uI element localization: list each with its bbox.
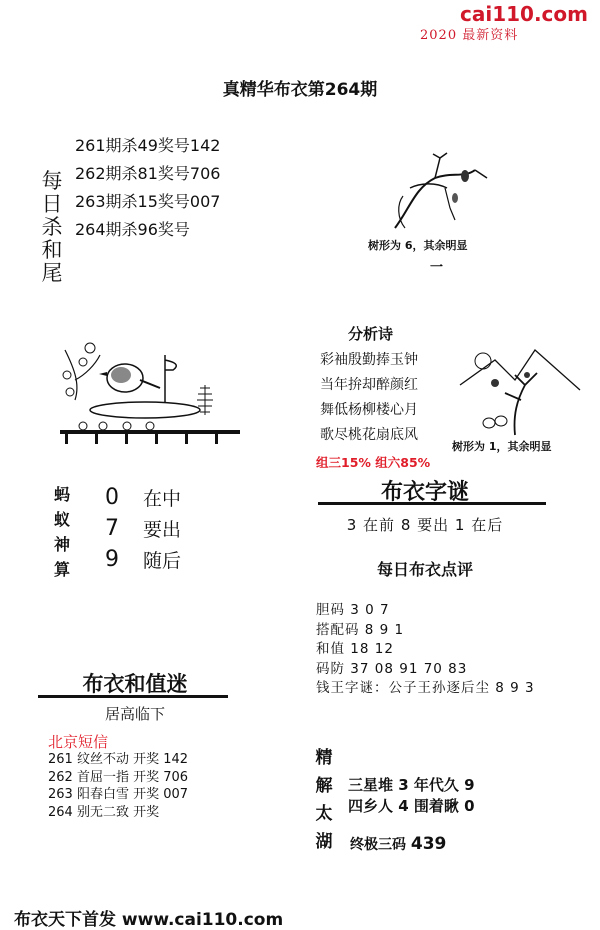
poem-line: 彩袖殷勤捧玉钟 (320, 352, 418, 368)
review-line: 和值 18 12 (316, 641, 394, 657)
sms-line: 263 阳春白雪 开奖 007 (48, 787, 189, 802)
kill-line: 263期杀15奖号007 (75, 192, 221, 211)
jing-label-char: 太 (315, 804, 333, 824)
kill-line: 264期杀96奖号 (75, 220, 190, 239)
kill-list (75, 132, 220, 244)
bird-illustration (55, 330, 245, 450)
tagline: 2020 最新资料 (420, 28, 519, 43)
poem-lines (320, 348, 418, 448)
poem-line: 舞低杨柳楼心月 (320, 402, 418, 418)
ant-label-char: 算 (53, 560, 70, 579)
sms-line: 262 首屈一指 开奖 706 (48, 769, 189, 785)
riddle-body: 3 在前 8 要出 1 在后 (346, 516, 504, 534)
tree1-dash: 一 (430, 260, 444, 275)
final-three-codes (350, 834, 446, 854)
riddle-divider (318, 502, 546, 505)
ant-texts (143, 484, 181, 577)
kill-vertical-label (40, 170, 64, 285)
ant-text: 随后 (143, 550, 182, 572)
kill-label-char: 每 (41, 169, 63, 193)
review-title: 每日布衣点评 (376, 560, 473, 579)
tree2-caption: 树形为 1，其余明显 (452, 440, 552, 453)
kill-label-char: 尾 (41, 261, 63, 285)
review-line: 码防 37 08 91 70 83 (316, 660, 468, 677)
ant-text: 在中 (143, 488, 182, 510)
sms-lines (48, 751, 188, 821)
page-title: 真精华布衣第264期 (222, 80, 378, 100)
kill-label-char: 和 (41, 238, 63, 262)
ant-number: 0 (105, 485, 119, 510)
jing-label-char: 解 (315, 776, 333, 796)
poem-title: 分析诗 (348, 325, 394, 343)
site-domain: cai110.com (460, 2, 588, 26)
jing-vertical-label (314, 744, 334, 856)
sum-riddle-subtitle: 居高临下 (104, 705, 165, 723)
review-lines (316, 601, 535, 699)
review-line: 搭配码 8 9 1 (316, 621, 405, 638)
review-line: 钱王字谜：公子王孙逐后尘 8 9 3 (316, 680, 535, 696)
review-line: 胆码 3 0 7 (316, 602, 390, 618)
jing-lines (348, 775, 475, 817)
kill-label-char: 日 (41, 192, 63, 216)
ant-label-char: 神 (53, 535, 70, 554)
ant-numbers (105, 482, 119, 575)
sum-riddle-title: 布衣和值迷 (82, 672, 188, 696)
final-value: 439 (410, 834, 447, 854)
sms-line: 264 别无二致 开奖 (48, 804, 160, 820)
kill-label-char: 杀 (41, 215, 63, 239)
final-label: 终极三码 (350, 837, 406, 853)
tree-sketch-2 (455, 345, 585, 440)
poem-line: 当年拚却醉颜红 (320, 377, 418, 393)
poem-line: 歌尽桃花扇底风 (320, 427, 418, 443)
jing-label-char: 精 (315, 748, 333, 768)
ant-label-char: 蚁 (53, 510, 70, 529)
ant-vertical-label (52, 482, 72, 582)
kill-line: 262期杀81奖号706 (75, 164, 221, 183)
ant-number: 7 (105, 516, 119, 541)
sms-line: 261 纹丝不动 开奖 142 (48, 752, 189, 767)
sum-riddle-divider (38, 695, 228, 698)
kill-line: 261期杀49奖号142 (75, 136, 221, 155)
riddle-title: 布衣字谜 (380, 480, 469, 505)
footer-text: 布衣天下首发 www.cai110.com (14, 910, 284, 930)
jing-label-char: 湖 (315, 832, 333, 852)
poem-stats: 组三15% 组六85% (316, 455, 431, 470)
tree1-caption: 树形为 6，其余明显 (368, 239, 468, 252)
tree-sketch-1 (375, 148, 505, 238)
ant-number: 9 (105, 547, 119, 572)
jing-line: 三星堆 3 年代久 9 (348, 776, 475, 794)
ant-label-char: 蚂 (53, 485, 70, 504)
ant-text: 要出 (143, 519, 182, 541)
sms-title: 北京短信 (48, 733, 109, 751)
jing-line: 四乡人 4 围着瞅 0 (348, 797, 475, 815)
